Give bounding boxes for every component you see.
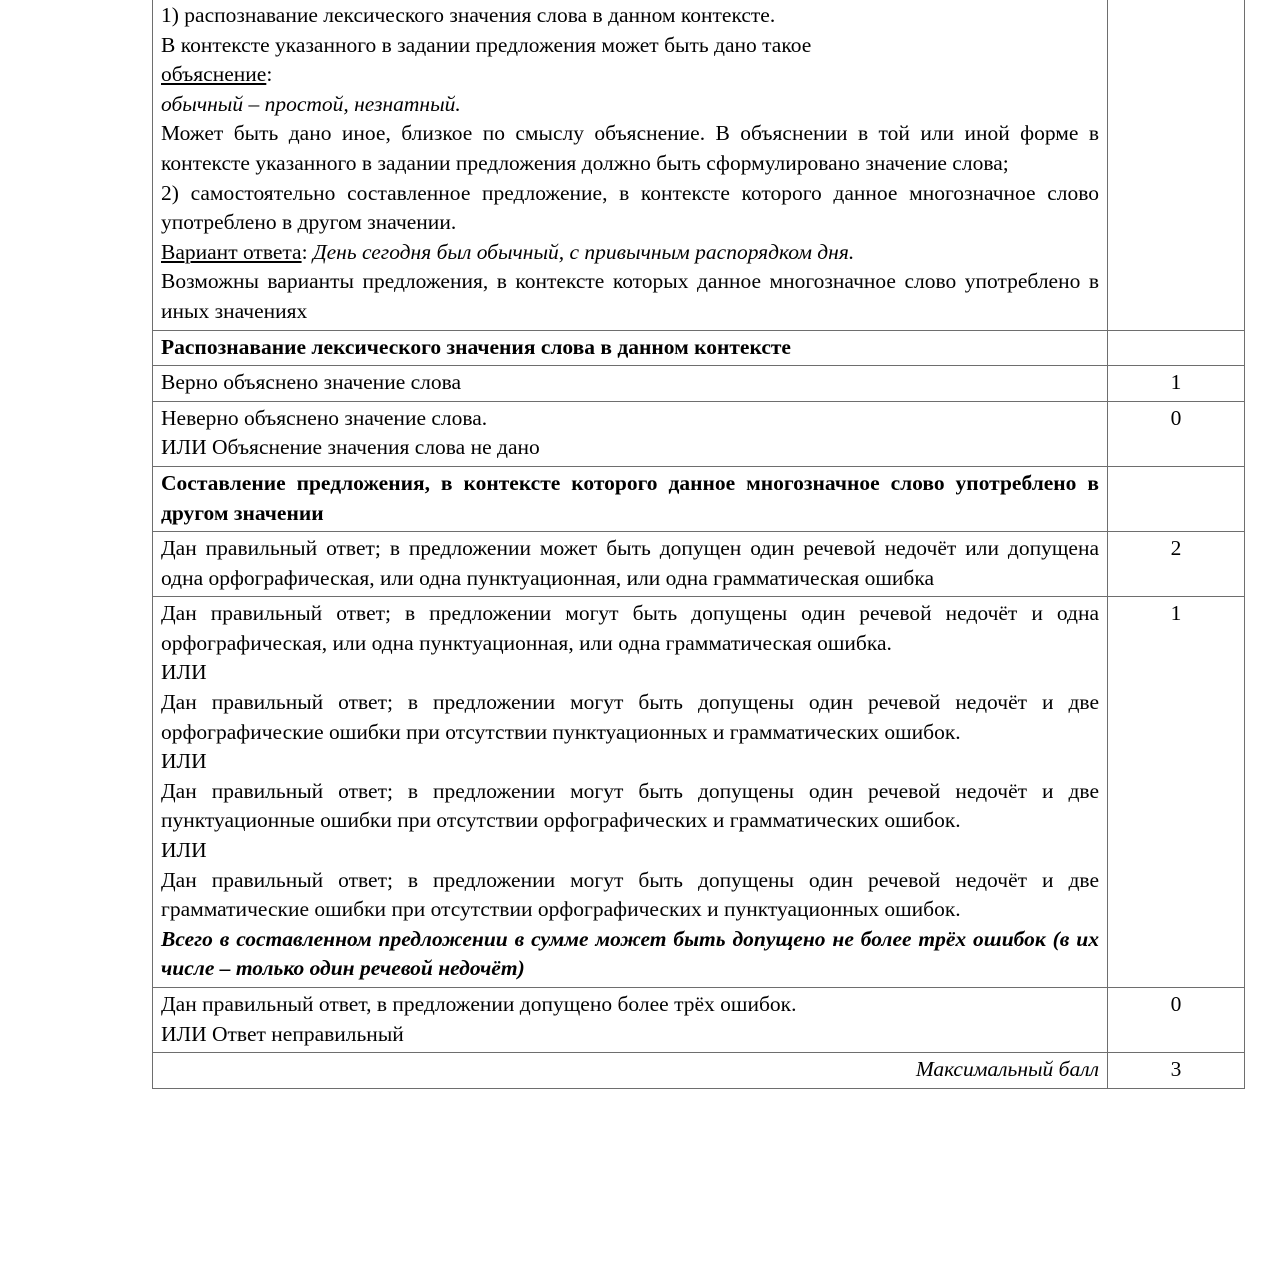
criterion-description-cell <box>153 988 1108 1053</box>
table-row <box>153 466 1245 531</box>
criterion-text-line: Максимальный балл <box>915 1057 1099 1082</box>
criterion-text-line: В контексте указанного в задании предложения может быть дано такое <box>161 32 812 57</box>
criterion-score-cell: 0 <box>1108 988 1245 1053</box>
criterion-description-cell <box>153 1053 1108 1089</box>
criterion-text-line: обычный – простой, незнатный. <box>161 91 461 116</box>
criterion-score-cell <box>1108 0 1245 330</box>
criterion-text-line: Дан правильный ответ, в предложении допущено более трёх ошибок. <box>161 992 797 1016</box>
table-row <box>153 532 1245 597</box>
criterion-text-line: Возможны варианты предложения, в контексте которых данное многозначное слово употреблено в иных значениях <box>161 269 1099 323</box>
criterion-text-line: 1) распознавание лексического значения слова в данном контексте. <box>161 3 776 27</box>
criterion-text-line: ИЛИ <box>161 749 207 774</box>
table-row <box>153 366 1245 402</box>
criterion-description-cell <box>153 0 1108 330</box>
criterion-text-line: Дан правильный ответ; в предложении могут быть допущены один речевой недочёт и одна орфографическая, или одна пунктуационная, или одна грамматическая ошибка. <box>161 601 1099 655</box>
criterion-text-line: 2) самостоятельно составленное предложение, в контексте которого данное многозначное слово употреблено в другом значении. <box>161 180 1099 235</box>
table-row <box>153 330 1245 366</box>
criterion-description-cell <box>153 401 1108 466</box>
criterion-text-line: Дан правильный ответ; в предложении могут быть допущены один речевой недочёт и две грамматические ошибки при отсутствии орфографических и пунктуационных ошибок. <box>161 867 1099 922</box>
criterion-description-cell <box>153 532 1108 597</box>
criterion-text-line: ИЛИ Ответ неправильный <box>161 1021 404 1046</box>
criterion-text-line: Дан правильный ответ; в предложении может быть допущен один речевой недочёт или допущена одна орфографическая, или одна пунктуационная, или одна грамматическая ошибка <box>161 536 1099 590</box>
table-body <box>153 0 1245 1088</box>
criterion-description-cell <box>153 330 1108 366</box>
text-span: Вариант ответа <box>161 239 302 264</box>
criterion-text-line: Неверно объяснено значение слова. <box>161 405 488 430</box>
criterion-text-line <box>161 60 1099 90</box>
criterion-text-line: Дан правильный ответ; в предложении могут быть допущены один речевой недочёт и две орфографические ошибки при отсутствии пунктуационных и грамматических ошибок. <box>161 690 1099 744</box>
criterion-text-line: Распознавание лексического значения слова в данном контексте <box>161 334 791 359</box>
criterion-text-line: Верно объяснено значение слова <box>161 370 462 395</box>
text-span: : <box>266 62 273 87</box>
criterion-score-cell: 2 <box>1108 532 1245 597</box>
criterion-text-line: Всего в составленном предложении в сумме может быть допущено не более трёх ошибок (в их числе – только один речевой недочёт) <box>161 926 1099 981</box>
criterion-score-cell: 1 <box>1108 366 1245 402</box>
criterion-score-cell: 1 <box>1108 597 1245 988</box>
criterion-description-cell <box>153 466 1108 531</box>
text-span: : <box>301 239 313 264</box>
text-span: объяснение <box>161 62 267 87</box>
criterion-text-line: Может быть дано иное, близкое по смыслу объяснение. В объяснении в той или иной форме в контексте указанного в задании предложения должно быть сформулировано значение слова; <box>161 121 1099 175</box>
criterion-score-cell <box>1108 466 1245 531</box>
criterion-text-line <box>161 238 1099 268</box>
scoring-criteria-table <box>152 0 1245 1089</box>
table-row <box>153 988 1245 1053</box>
table-row <box>153 401 1245 466</box>
criterion-score-cell: 3 <box>1108 1053 1245 1089</box>
criterion-text-line: ИЛИ Объяснение значения слова не дано <box>161 435 540 460</box>
criterion-score-cell: 0 <box>1108 401 1245 466</box>
criterion-text-line: Составление предложения, в контексте которого данное многозначное слово употреблено в другом значении <box>161 470 1099 525</box>
criterion-text-line: ИЛИ <box>161 838 207 863</box>
criterion-text-line: Дан правильный ответ; в предложении могут быть допущены один речевой недочёт и две пунктуационные ошибки при отсутствии орфографических и грамматических ошибок. <box>161 778 1099 833</box>
criterion-description-cell <box>153 597 1108 988</box>
criterion-text-line: ИЛИ <box>161 660 207 685</box>
criterion-description-cell <box>153 366 1108 402</box>
text-span: День сегодня был обычный, с привычным распорядком дня. <box>312 239 855 264</box>
table-row <box>153 1053 1245 1089</box>
table-row <box>153 597 1245 988</box>
table-row <box>153 0 1245 330</box>
criterion-score-cell <box>1108 330 1245 366</box>
